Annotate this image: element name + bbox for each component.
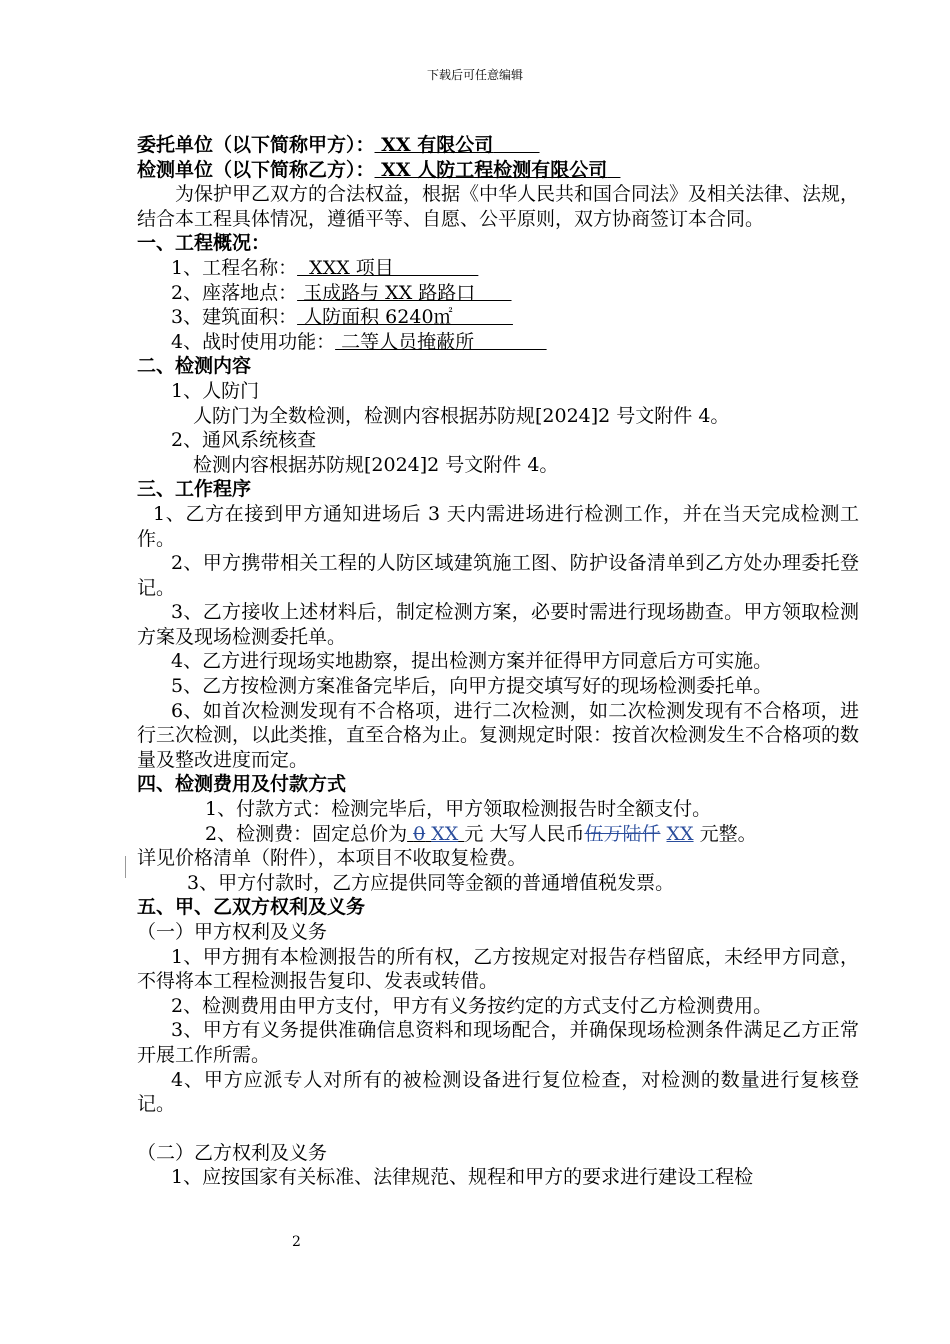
tester-label: 检测单位（以下简称乙方）： [137,158,375,181]
wartime-use-value: 二等人员掩蔽所 [335,330,547,353]
s3-item-1: 1、乙方在接到甲方通知进场后 3 天内需进场进行检测工作，并在当天完成检测工作。 [137,502,859,550]
s2-item-1-text: 人防门为全数检测，检测内容根据苏防规[2024]2 号文附件 4。 [193,404,730,427]
location-value: 玉成路与 XX 路路口 [297,281,512,304]
text-cursor [125,856,126,878]
deleted-amount-words: 伍万陆仟 [584,822,661,845]
s4-item-2: 2、检测费：固定总价为 0 XX 元 大写人民币伍万陆仟 XX 元整。 [205,822,757,845]
project-name-row: 1、工程名称： XXX 项目 [171,256,479,279]
tester-line [137,158,859,183]
section-1-title: 一、工程概况： [137,232,271,255]
client-name: XX 有限公司 [374,134,494,156]
area-value: 人防面积 6240㎡ [297,306,513,329]
s3-item-6: 6、如首次检测发现有不合格项，进行二次检测，如二次检测发现有不合格项，进行三次检测，以此类推，直至合格为止。复测规定时限：按首次检测发生不合格项的数量及整改进度而定。 [137,699,860,771]
location-row: 2、座落地点： 玉成路与 XX 路路口 [171,281,512,304]
blank-line [137,1117,859,1141]
s4-item-2-line2: 详见价格清单（附件），本项目不收取复检费。 [137,847,527,870]
s5-sub-1: （一）甲方权利及义务 [137,921,328,943]
section-2-title: 二、检测内容 [137,355,252,378]
area-row: 3、建筑面积： 人防面积 6240㎡ [171,306,513,329]
intro-paragraph: 为保护甲乙双方的合法权益，根据《中华人民共和国合同法》及相关法律、法规，结合本工程具体情况，遵循平等、自愿、公平原则，双方协商签订本合同。 [137,183,860,230]
s3-item-5: 5、乙方按检测方案准备完毕后，向甲方提交填写好的现场检测委托单。 [171,675,773,698]
project-name-value: XXX 项目 [297,256,479,279]
s5-a-item-1: 1、甲方拥有本检测报告的所有权，乙方按规定对报告存档留底，未经甲方同意，不得将本工程检测报告复印、发表或转借。 [137,945,859,993]
client-label: 委托单位（以下简称甲方）： [137,134,375,156]
s2-item-1: 1、人防门 [171,379,260,402]
s5-b-item-1: 1、应按国家有关标准、法律规范、规程和甲方的要求进行建设工程检 [171,1166,754,1189]
s5-sub-2: （二）乙方权利及义务 [137,1141,328,1164]
s5-a-item-3: 3、甲方有义务提供准确信息资料和现场配合，并确保现场检测条件满足乙方正常开展工作所需。 [137,1019,859,1066]
tester-name: XX 人防工程检测有限公司 [374,158,608,181]
s3-item-4: 4、乙方进行现场实地勘察，提出检测方案并征得甲方同意后方可实施。 [171,650,773,673]
wartime-use-row: 4、战时使用功能： 二等人员掩蔽所 [171,330,547,353]
deleted-amount: 0 [413,822,426,845]
s3-item-2: 2、甲方携带相关工程的人防区域建筑施工图、防护设备清单到乙方处办理委托登记。 [137,552,859,599]
s5-a-item-2: 2、检测费用由甲方支付，甲方有义务按约定的方式支付乙方检测费用。 [171,994,773,1017]
section-3-title: 三、工作程序 [137,478,252,501]
s3-item-3: 3、乙方接收上述材料后，制定检测方案，必要时需进行现场勘查。甲方领取检测方案及现场检测委托单。 [137,601,859,648]
page-header: 下载后可任意编辑 [426,68,523,82]
section-5-title: 五、甲、乙双方权利及义务 [137,896,366,919]
section-4-title: 四、检测费用及付款方式 [137,773,347,796]
document-body [137,133,859,1190]
s4-item-3: 3、甲方付款时，乙方应提供同等金额的普通增值税发票。 [187,871,675,894]
page-number: 2 [292,1234,301,1250]
s2-item-2: 2、通风系统核查 [171,429,317,452]
s4-item-1: 1、付款方式：检测完毕后，甲方领取检测报告时全额支付。 [205,798,712,821]
inserted-amount: XX [431,822,459,845]
s5-a-item-4: 4、甲方应派专人对所有的被检测设备进行复位检查，对检测的数量进行复核登记。 [137,1068,859,1116]
client-line [137,133,859,158]
inserted-amount-words: XX [666,822,694,845]
s2-item-2-text: 检测内容根据苏防规[2024]2 号文附件 4。 [193,453,559,476]
